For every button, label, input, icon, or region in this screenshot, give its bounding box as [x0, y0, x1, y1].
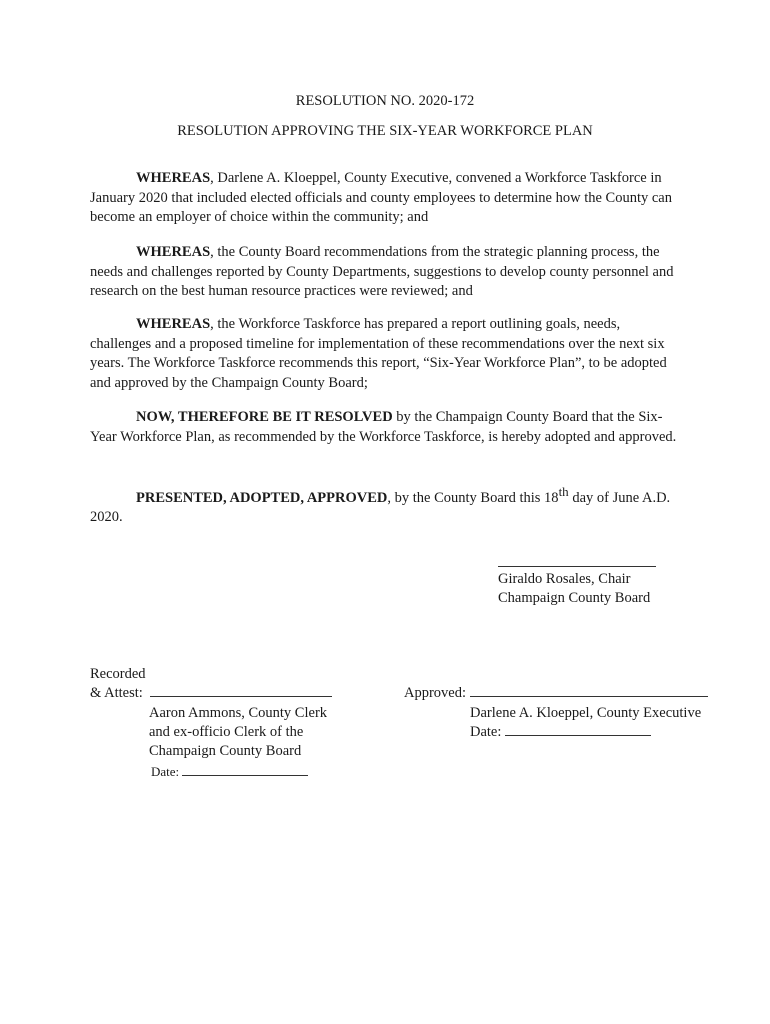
- paragraph-lead: PRESENTED, ADOPTED, APPROVED: [136, 489, 388, 506]
- paragraph-text: , the County Board recommendations from the strategic planning process, the needs and challenges reported by County Departments, suggestions to develop county personnel and research on the best human resource practices were reviewed; and: [90, 244, 674, 299]
- paragraph-lead: WHEREAS: [136, 170, 211, 186]
- chair-name: Giraldo Rosales, Chair: [498, 571, 631, 587]
- resolved-paragraph: [90, 408, 680, 447]
- paragraph-text: by the Champaign County Board that the Six-Year Workforce Plan, as recommended by the Workforce Taskforce, is hereby adopted and approved.: [90, 409, 677, 445]
- paragraph-lead: NOW, THEREFORE BE IT RESOLVED: [136, 409, 393, 425]
- paragraph-lead: WHEREAS: [136, 316, 211, 332]
- approved-label: Approved:: [404, 685, 467, 701]
- clerk-role-line-1: and ex-officio Clerk of the: [149, 724, 304, 740]
- clerk-date-label: Date:: [151, 764, 180, 779]
- ordinal-suffix: th: [558, 484, 569, 499]
- chair-title: Champaign County Board: [498, 590, 651, 606]
- paragraph-text: , by the County Board this 18: [387, 489, 559, 506]
- attest-label: & Attest:: [90, 685, 143, 701]
- executive-date: [470, 723, 651, 743]
- whereas-paragraph-1: [90, 169, 680, 228]
- approved-line: [404, 684, 708, 704]
- whereas-paragraph-2: [90, 243, 680, 302]
- paragraph-text-end: day of June A.D. 2020.: [90, 489, 671, 526]
- whereas-paragraph-3: [90, 315, 680, 393]
- paragraph-text: , Darlene A. Kloeppel, County Executive, convened a Workforce Taskforce in January 2020 that included elected officials and county employees to determine how the County can become an employer of choice within the community; and: [90, 170, 672, 225]
- executive-date-label: Date:: [470, 724, 502, 740]
- clerk-role-line-2: Champaign County Board: [149, 743, 302, 759]
- recorded-label: Recorded: [90, 666, 146, 682]
- resolution-number: RESOLUTION NO. 2020-172: [295, 93, 475, 109]
- clerk-name: Aaron Ammons, County Clerk: [149, 705, 328, 721]
- paragraph-lead: WHEREAS: [136, 244, 211, 260]
- attest-line: [90, 684, 332, 704]
- presented-paragraph: [90, 482, 680, 528]
- clerk-date: [151, 762, 308, 782]
- paragraph-text: , the Workforce Taskforce has prepared a report outlining goals, needs, challenges and a proposed timeline for implementation of these recommendations over the next six years. The Workforce Taskforce recommends this report, “Six-Year Workforce Plan”, to be adopted and approved by the Champaign County Board;: [90, 316, 667, 391]
- executive-name: Darlene A. Kloeppel, County Executive: [470, 705, 702, 721]
- resolution-title: RESOLUTION APPROVING THE SIX-YEAR WORKFORCE PLAN: [177, 123, 593, 139]
